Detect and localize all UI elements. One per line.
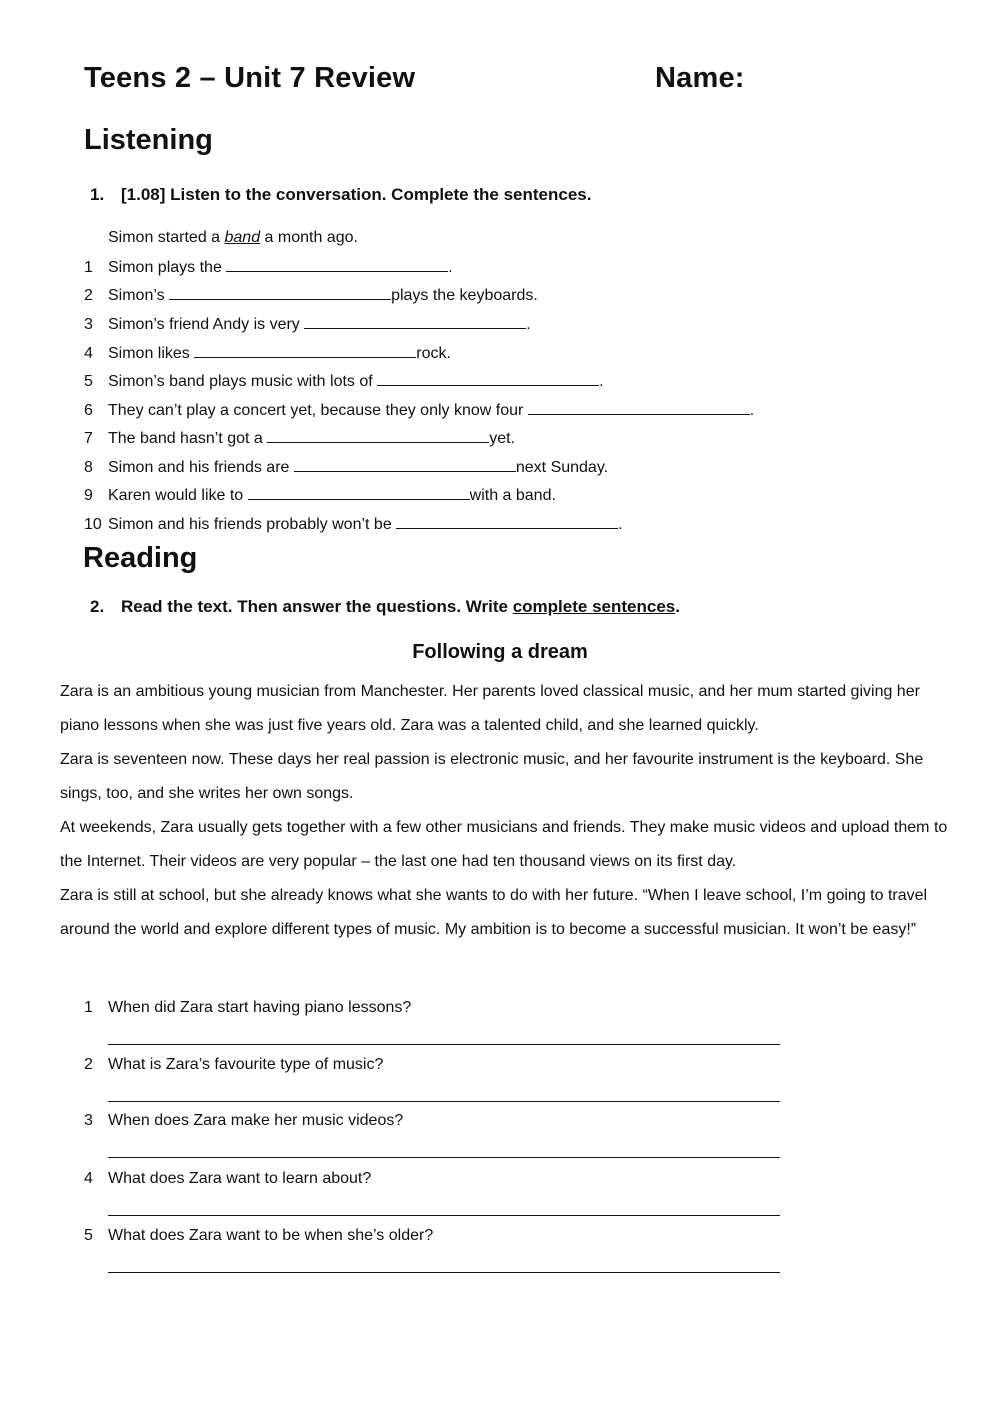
- item-text-after: .: [618, 516, 623, 533]
- gap-fill-item: [84, 314, 531, 334]
- example-sentence: [108, 229, 358, 247]
- item-number: 7: [84, 430, 93, 447]
- gap-fill-item: [84, 343, 451, 363]
- gap-fill-item: [84, 285, 538, 305]
- task-instruction-end: .: [675, 597, 680, 616]
- question-number: 1: [84, 999, 93, 1016]
- task-number: 2.: [90, 597, 105, 616]
- answer-blank[interactable]: [528, 400, 750, 415]
- example-answer: band: [224, 229, 261, 246]
- item-text-after: with a band.: [469, 487, 556, 504]
- item-text-after: yet.: [489, 430, 516, 447]
- item-text-before: Simon’s band plays music with lots of: [108, 373, 378, 390]
- item-text-before: Simon’s friend Andy is very: [108, 316, 305, 333]
- story-paragraph: Zara is an ambitious young musician from Manchester. Her parents loved classical music, and her mum started giving her piano lessons when she was just five years old. Zara was a talented child, and she learned quickly.: [60, 683, 920, 734]
- item-number: 8: [84, 459, 93, 476]
- answer-blank[interactable]: [304, 314, 526, 329]
- gap-fill-item: [84, 514, 623, 534]
- question-text: What does Zara want to be when she’s older?: [108, 1227, 434, 1244]
- item-number: 4: [84, 345, 93, 362]
- item-text-after: .: [749, 402, 755, 419]
- task-number: 1.: [90, 185, 105, 204]
- answer-blank[interactable]: [226, 257, 448, 272]
- gap-fill-item: [84, 485, 556, 505]
- item-text-before: Simon’s: [108, 287, 170, 304]
- story-paragraph: At weekends, Zara usually gets together with a few other musicians and friends. They make music videos and upload them to the Internet. Their videos are very popular – the last one had ten thousand views on its first day.: [60, 819, 948, 870]
- item-text-before: Simon likes: [108, 345, 195, 362]
- question-number: 4: [84, 1170, 93, 1187]
- item-number: 6: [84, 402, 93, 419]
- listening-heading: Listening: [84, 124, 213, 156]
- item-text-before: Karen would like to: [108, 487, 248, 504]
- task-instruction: [1.08] Listen to the conversation. Complete the sentences.: [121, 185, 592, 204]
- question-item: [84, 999, 411, 1017]
- answer-blank[interactable]: [267, 428, 489, 443]
- item-text-before: They can’t play a concert yet, because they only know four: [108, 402, 528, 419]
- item-text-after: plays the keyboards.: [391, 287, 538, 304]
- answer-line[interactable]: [108, 1044, 780, 1045]
- item-text-after: .: [526, 316, 531, 333]
- story-text: [60, 675, 950, 947]
- question-text: When does Zara make her music videos?: [108, 1112, 404, 1129]
- story-paragraph: Zara is still at school, but she already knows what she wants to do with her future. “When I leave school, I’m going to travel around the world and explore different types of music. My ambition is to become a successful musician. It won’t be easy!”: [60, 887, 928, 938]
- question-text: When did Zara start having piano lessons?: [108, 999, 412, 1016]
- item-text-after: .: [599, 373, 604, 390]
- gap-fill-item: [84, 257, 453, 277]
- name-label: Name:: [655, 62, 745, 94]
- reading-heading: Reading: [83, 542, 198, 574]
- question-number: 3: [84, 1112, 93, 1129]
- item-text-before: The band hasn’t got a: [108, 430, 268, 447]
- answer-blank[interactable]: [194, 343, 416, 358]
- answer-line[interactable]: [108, 1157, 780, 1158]
- item-text-after: next Sunday.: [515, 459, 609, 476]
- answer-line[interactable]: [108, 1101, 780, 1102]
- answer-blank[interactable]: [377, 371, 599, 386]
- answer-line[interactable]: [108, 1215, 780, 1216]
- item-number: 5: [84, 373, 93, 390]
- question-item: [84, 1056, 383, 1074]
- question-item: [84, 1170, 371, 1188]
- question-item: [84, 1112, 403, 1130]
- item-number: 10: [84, 516, 102, 533]
- answer-blank[interactable]: [248, 485, 470, 500]
- item-number: 2: [84, 287, 93, 304]
- reading-task: [90, 597, 680, 617]
- question-text: What does Zara want to learn about?: [108, 1170, 372, 1187]
- item-text-before: Simon plays the: [108, 259, 227, 276]
- question-number: 5: [84, 1227, 93, 1244]
- worksheet-title: Teens 2 – Unit 7 Review: [84, 62, 416, 94]
- story-paragraph: Zara is seventeen now. These days her real passion is electronic music, and her favourite instrument is the keyboard. She sings, too, and she writes her own songs.: [60, 751, 924, 802]
- task-instruction-start: Read the text. Then answer the questions. Write: [121, 597, 513, 616]
- question-text: What is Zara’s favourite type of music?: [108, 1056, 384, 1073]
- item-text-before: Simon and his friends probably won’t be: [108, 516, 397, 533]
- gap-fill-item: [84, 371, 604, 391]
- example-after: a month ago.: [260, 229, 358, 246]
- story-title: Following a dream: [412, 641, 588, 663]
- question-item: [84, 1227, 433, 1245]
- item-number: 1: [84, 259, 93, 276]
- listening-task: [90, 185, 591, 205]
- gap-fill-item: [84, 457, 608, 477]
- item-number: 9: [84, 487, 93, 504]
- answer-blank[interactable]: [396, 514, 618, 529]
- question-number: 2: [84, 1056, 93, 1073]
- gap-fill-item: [84, 428, 515, 448]
- answer-blank[interactable]: [169, 285, 391, 300]
- item-text-before: Simon and his friends are: [108, 459, 294, 476]
- task-instruction-underlined: complete sentences: [512, 597, 676, 616]
- item-number: 3: [84, 316, 93, 333]
- answer-line[interactable]: [108, 1272, 780, 1273]
- answer-blank[interactable]: [294, 457, 516, 472]
- item-text-after: .: [448, 259, 453, 276]
- gap-fill-item: [84, 400, 754, 420]
- example-before: Simon started a: [108, 229, 225, 246]
- item-text-after: rock.: [416, 345, 451, 362]
